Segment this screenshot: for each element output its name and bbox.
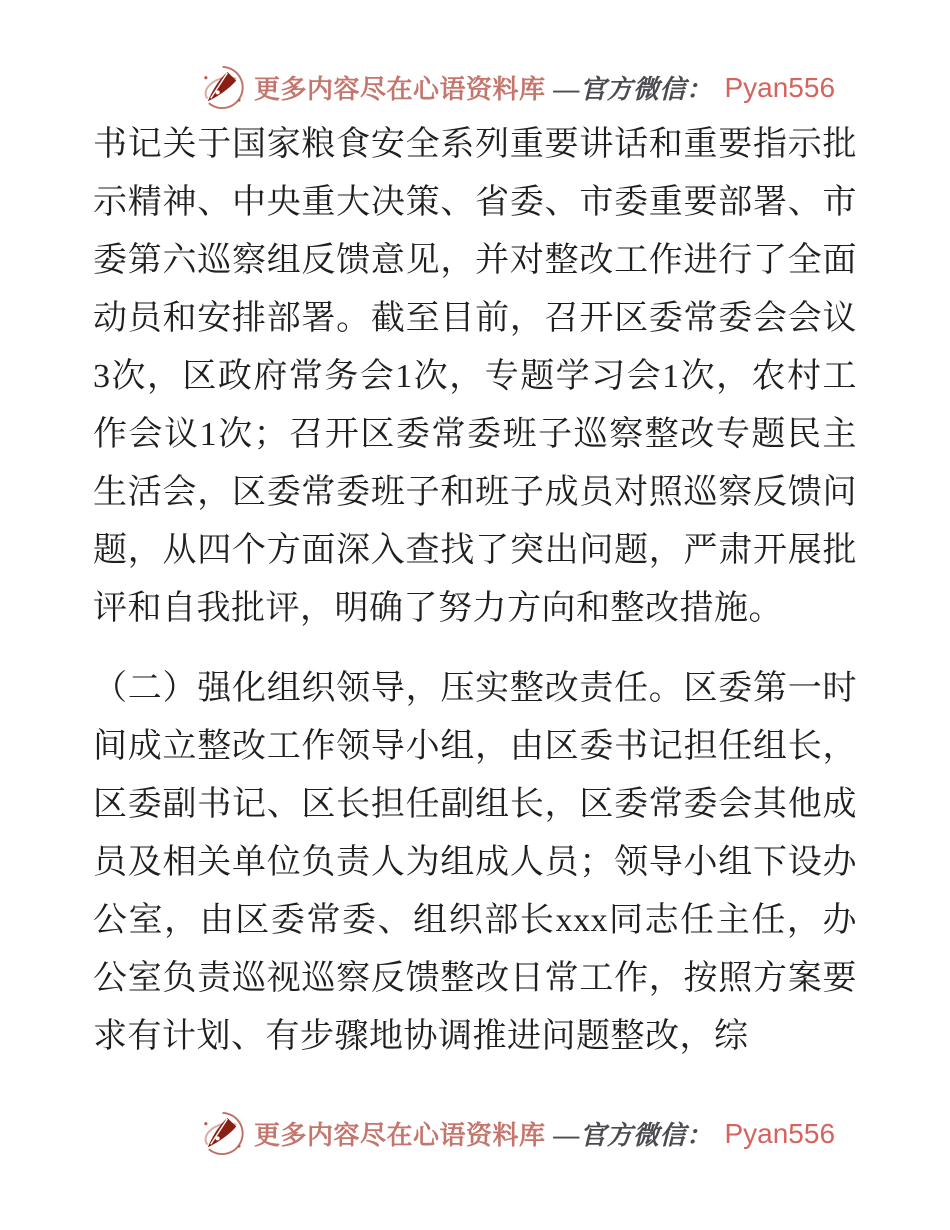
paragraph-continuation: 书记关于国家粮食安全系列重要讲话和重要指示批示精神、中央重大决策、省委、市委重要部署、市委第六巡察组反馈意见，并对整改工作进行了全面动员和安排部署。截至目前，召开区委常委会会议3次，区政府常务会1次，专题学习会1次，农村工作会议1次；召开区委常委班子巡察整改专题民主生活会，区委常委班子和班子成员对照巡察反馈问题，从四个方面深入查找了突出问题，严肃开展批评和自我批评，明确了努力方向和整改措施。: [93, 126, 857, 627]
watermark-brand-text: 更多内容尽在心语资料库: [253, 1121, 546, 1150]
footer-watermark: [42, 1110, 950, 1157]
header-watermark: [42, 64, 950, 111]
brand-logo-icon: [199, 1110, 246, 1157]
watermark-wechat-account: Pyan556: [724, 1117, 836, 1149]
watermark-wechat-account: Pyan556: [724, 71, 836, 103]
brand-logo-icon: [199, 64, 246, 111]
watermark-wechat-label: —官方微信：: [553, 75, 713, 104]
watermark-brand-text: 更多内容尽在心语资料库: [253, 75, 546, 104]
paragraph-section-2: （二）强化组织领导，压实整改责任。区委第一时间成立整改工作领导小组，由区委书记担任组长，区委副书记、区长担任副组长，区委常委会其他成员及相关单位负责人为组成人员；领导小组下设办公室，由区委常委、组织部长xxx同志任主任，办公室负责巡视巡察反馈整改日常工作，按照方案要求有计划、有步骤地协调推进问题整改，综: [93, 670, 857, 1055]
document-page-body: [93, 116, 857, 1066]
watermark-wechat-label: —官方微信：: [553, 1121, 713, 1150]
